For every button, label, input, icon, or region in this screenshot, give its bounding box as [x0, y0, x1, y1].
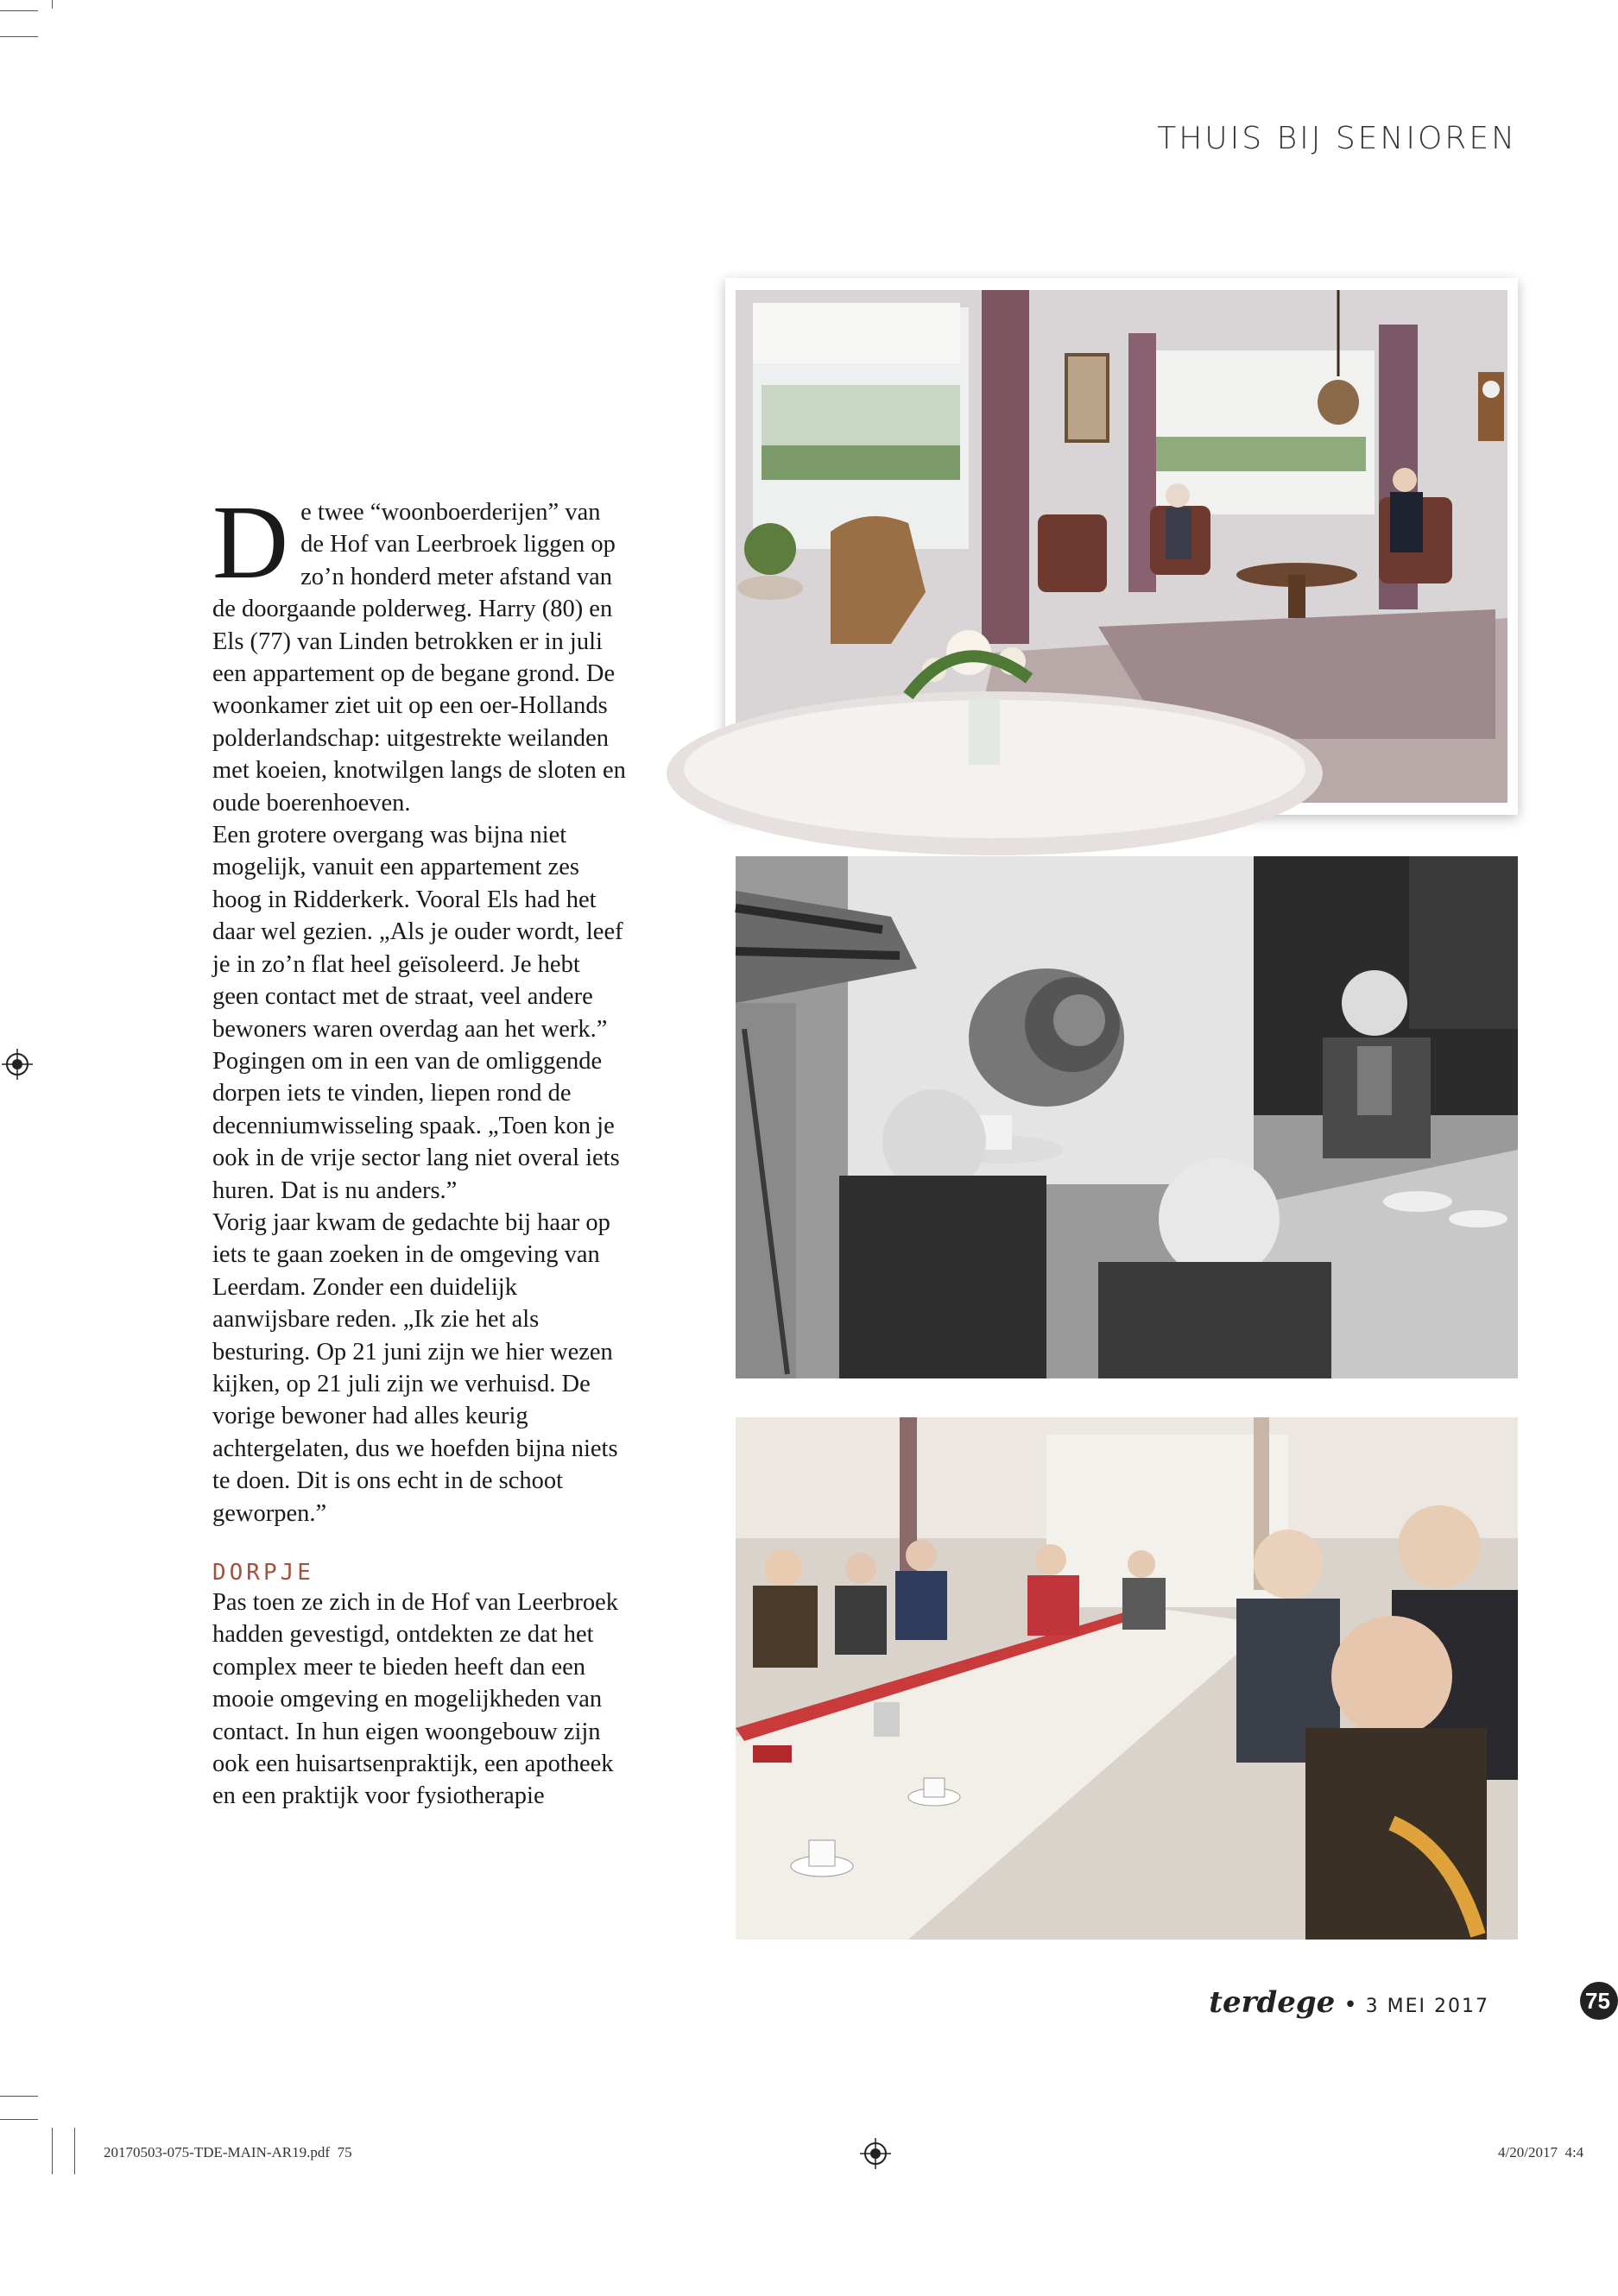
subheading: DORPJE — [212, 1560, 314, 1586]
print-slug-filename — [104, 2144, 352, 2161]
slug-page: 75 — [337, 2144, 352, 2160]
page-number-tab: 75 — [1580, 1982, 1618, 2020]
footer-brand — [1209, 1985, 1489, 2020]
crop-mark — [74, 2128, 75, 2174]
crop-mark — [0, 10, 38, 11]
seniors-group-image — [736, 1417, 1518, 1940]
crop-mark — [52, 0, 53, 9]
seniors-group-photo — [736, 1417, 1518, 1940]
coffee-serving-image — [736, 856, 1518, 1378]
crop-mark — [0, 2096, 38, 2097]
registration-mark-icon — [2, 1049, 33, 1080]
coffee-serving-photo — [736, 856, 1518, 1378]
crop-mark — [0, 2119, 38, 2120]
print-slug-timestamp: 4/20/2017 4:4 — [1498, 2144, 1584, 2160]
registration-mark-icon — [860, 2138, 891, 2169]
crop-mark — [0, 36, 38, 37]
paragraph: Pas toen ze zich in de Hof van Leerbroek hadden gevestigd, ontdekten ze dat het complex meer te bieden heeft dan een mooie omgeving en mogelijkheden van contact. In hun eigen woongebouw zijn ook een huisartsenpraktijk, een apotheek en een praktijk voor fysiotherapie — [212, 1589, 619, 1810]
issue-date: 3 MEI 2017 — [1365, 1996, 1489, 2017]
living-room-image — [736, 290, 1507, 803]
magazine-name: terdege — [1209, 1985, 1336, 2020]
crop-mark — [52, 2128, 53, 2174]
drop-cap: D — [212, 484, 289, 601]
living-room-photo — [725, 278, 1518, 815]
separator: • — [1343, 1992, 1357, 2018]
paragraph: Een grotere overgang was bijna niet mogelijk, vanuit een appartement zes hoog in Ridderkerk. Vooral Els had het daar wel gezien. „Als je ouder wordt, leef je in zo’n flat heel geïsoleerd. Je hebt geen contact met de straat, veel andere bewoners waren overdag aan het werk.” Pogingen om in een van de omliggende dorpen iets te vinden, liepen rond de decenniumwisseling spaak. „Toen kon je ook in de vrije sector lang niet overal iets huren. Dat is nu anders.” — [212, 822, 623, 1204]
article-body — [212, 484, 627, 1813]
paragraph: Vorig jaar kwam de gedachte bij haar op iets te gaan zoeken in de omgeving van Leerdam. Zonder een duidelijk aanwijsbare reden. „Ik zie het als besturing. Op 21 juni zijn we hier wezen kijken, op 21 juli zijn we verhuisd. De vorige bewoner had alles keurig achtergelaten, dus we hoefden bijna niets te doen. Dit is ons echt in de schoot geworpen.” — [212, 1208, 618, 1527]
slug-filename: 20170503-075-TDE-MAIN-AR19.pdf — [104, 2144, 331, 2160]
intro-paragraph — [212, 484, 627, 819]
intro-text: e twee “woonboerderijen” van de Hof van Leerbroek liggen op zo’n honderd meter afstand van de doorgaande polderweg. Harry (80) en Els (77) van Linden betrokken er in juli een appartement op de begane grond. De woonkamer ziet uit op een oer-Hollands polderlandschap: uitgestrekte weilanden met koeien, knotwilgen langs de sloten en oude boerenhoeven. — [212, 499, 626, 817]
section-header: THUIS BIJ SENIOREN — [1157, 121, 1517, 156]
